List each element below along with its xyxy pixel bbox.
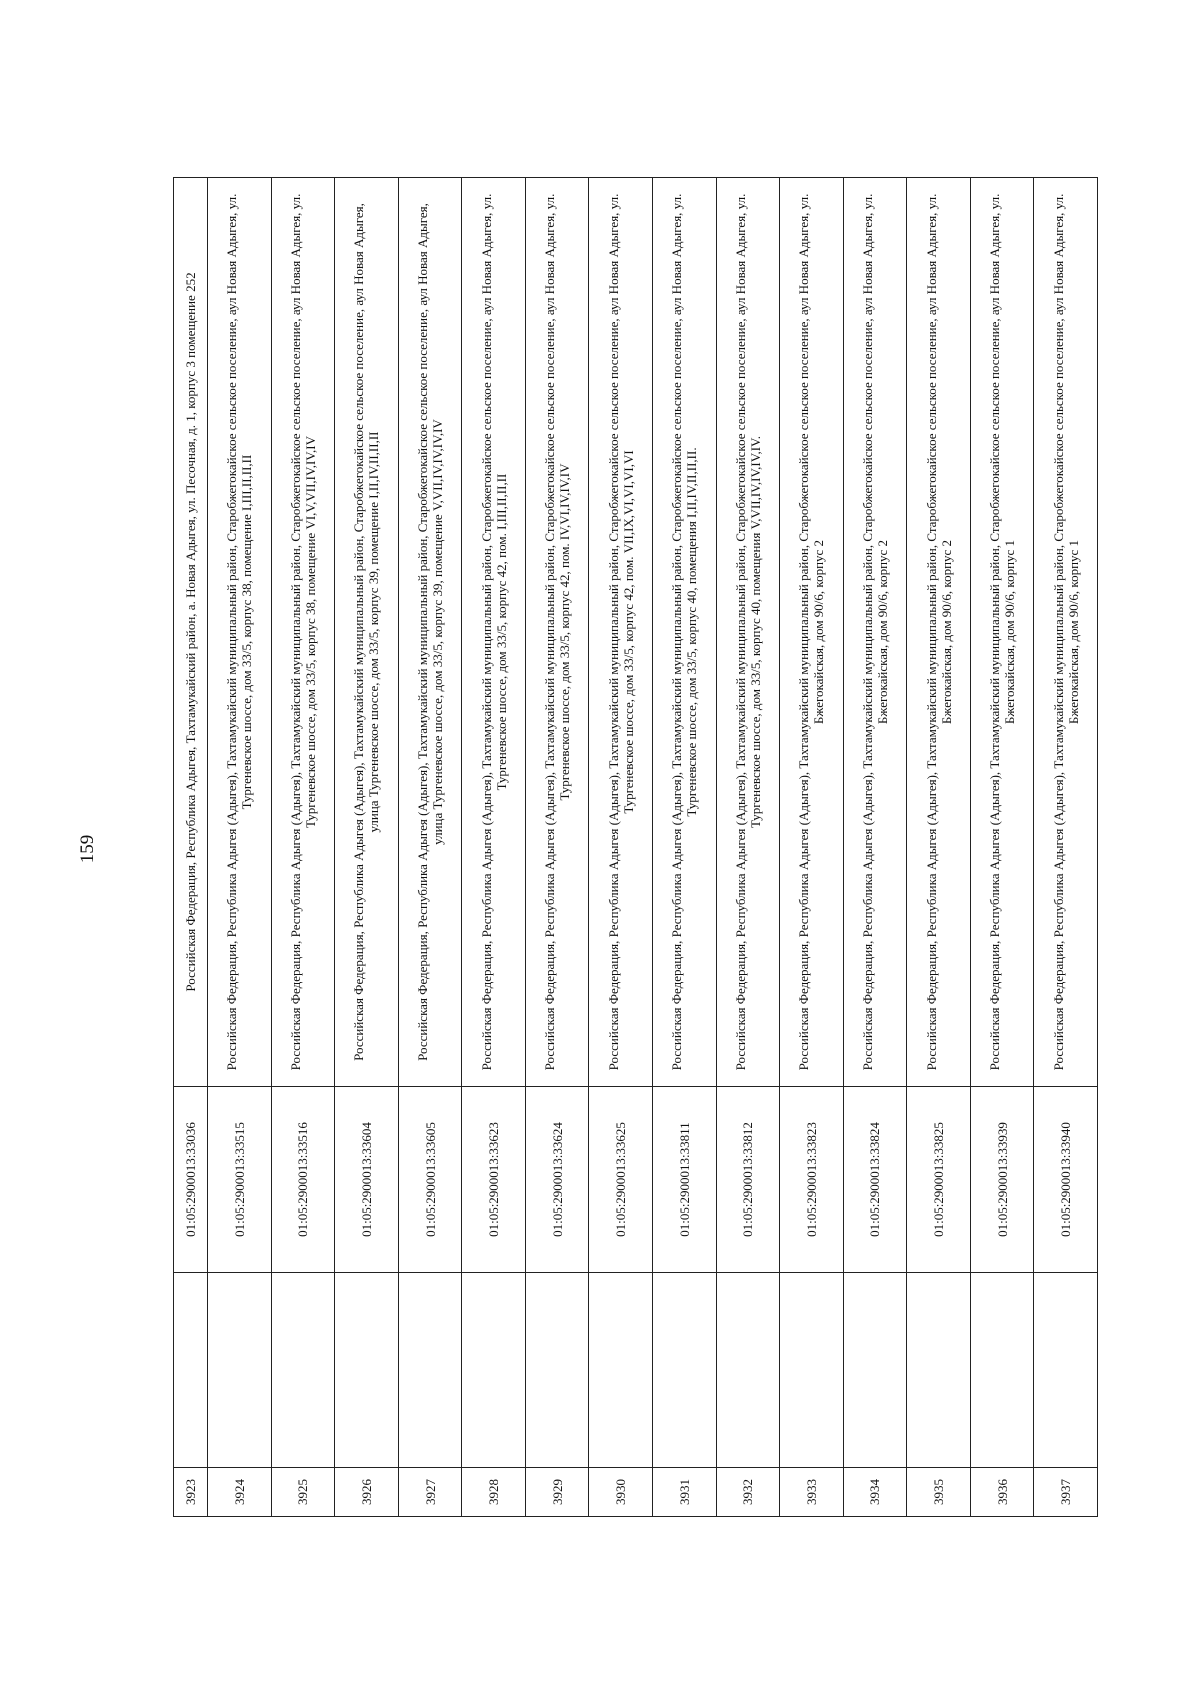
address-cell: Российская Федерация, Республика Адыгея, Тахтамукайский район, а. Новая Адыгея, ул. Песочная, д. 1, корпус 3 помещение 252 bbox=[174, 178, 208, 1087]
register-table-container bbox=[173, 178, 1098, 1517]
cadastral-number: 01:05:2900013:33605 bbox=[398, 1087, 462, 1273]
row-number: 3934 bbox=[843, 1468, 907, 1517]
table-row bbox=[174, 178, 208, 1517]
table-row bbox=[525, 178, 589, 1517]
address-cell: Российская Федерация, Республика Адыгея (Адыгея), Тахтамукайский муниципальный район, Старобжегокайское сельское поселение, аул Новая Адыгея, ул. Бжегокайская, дом 90/6, корпус 2 bbox=[907, 178, 971, 1087]
empty-cell bbox=[398, 1273, 462, 1468]
cadastral-number: 01:05:2900013:33623 bbox=[462, 1087, 526, 1273]
address-cell: Российская Федерация, Республика Адыгея (Адыгея), Тахтамукайский муниципальный район, Старобжегокайское сельское поселение, аул Новая Адыгея, ул. Тургеневское шоссе, дом 33/5, корпус 42, пом. IV,VI,IV,IV,IV bbox=[525, 178, 589, 1087]
empty-cell bbox=[208, 1273, 272, 1468]
row-number: 3928 bbox=[462, 1468, 526, 1517]
address-cell: Российская Федерация, Республика Адыгея (Адыгея), Тахтамукайский муниципальный район, Старобжегокайское сельское поселение, аул Новая Адыгея, ул. Тургеневское шоссе, дом 33/5, корпус 40, помещения I,II,IV,II,II,II. bbox=[652, 178, 716, 1087]
empty-cell bbox=[589, 1273, 653, 1468]
row-number: 3929 bbox=[525, 1468, 589, 1517]
cadastral-number: 01:05:2900013:33940 bbox=[1034, 1087, 1098, 1273]
cadastral-number: 01:05:2900013:33939 bbox=[970, 1087, 1034, 1273]
empty-cell bbox=[335, 1273, 399, 1468]
register-table bbox=[173, 177, 1098, 1517]
register-table-body bbox=[174, 178, 1098, 1517]
row-number: 3931 bbox=[652, 1468, 716, 1517]
address-cell: Российская Федерация, Республика Адыгея (Адыгея), Тахтамукайский муниципальный район, Старобжегокайское сельское поселение, аул Новая Адыгея, улица Тургеневское шоссе, дом 33/5, корпус 39, помещение I,II,IV,II,II,II bbox=[335, 178, 399, 1087]
empty-cell bbox=[843, 1273, 907, 1468]
cadastral-number: 01:05:2900013:33604 bbox=[335, 1087, 399, 1273]
address-cell: Российская Федерация, Республика Адыгея (Адыгея), Тахтамукайский муниципальный район, Старобжегокайское сельское поселение, аул Новая Адыгея, ул. Бжегокайская, дом 90/6, корпус 1 bbox=[1034, 178, 1098, 1087]
table-row bbox=[208, 178, 272, 1517]
empty-cell bbox=[174, 1273, 208, 1468]
empty-cell bbox=[652, 1273, 716, 1468]
cadastral-number: 01:05:2900013:33515 bbox=[208, 1087, 272, 1273]
cadastral-number: 01:05:2900013:33036 bbox=[174, 1087, 208, 1273]
table-row bbox=[1034, 178, 1098, 1517]
cadastral-number: 01:05:2900013:33823 bbox=[780, 1087, 844, 1273]
table-row bbox=[652, 178, 716, 1517]
row-number: 3930 bbox=[589, 1468, 653, 1517]
address-cell: Российская Федерация, Республика Адыгея (Адыгея), Тахтамукайский муниципальный район, Старобжегокайское сельское поселение, аул Новая Адыгея, ул. Бжегокайская, дом 90/6, корпус 1 bbox=[970, 178, 1034, 1087]
address-cell: Российская Федерация, Республика Адыгея (Адыгея), Тахтамукайский муниципальный район, Старобжегокайское сельское поселение, аул Новая Адыгея, ул. Тургеневское шоссе, дом 33/5, корпус 38, помещение VI,V,VII,IV,IV,IV bbox=[271, 178, 335, 1087]
row-number: 3933 bbox=[780, 1468, 844, 1517]
address-cell: Российская Федерация, Республика Адыгея (Адыгея), Тахтамукайский муниципальный район, Старобжегокайское сельское поселение, аул Новая Адыгея, ул. Тургеневское шоссе, дом 33/5, корпус 42, пом. VII,IX,VI,VI,VI,VI bbox=[589, 178, 653, 1087]
empty-cell bbox=[780, 1273, 844, 1468]
table-row bbox=[907, 178, 971, 1517]
address-cell: Российская Федерация, Республика Адыгея (Адыгея), Тахтамукайский муниципальный район, Старобжегокайское сельское поселение, аул Новая Адыгея, улица Тургеневское шоссе, дом 33/5, корпус 39, помещение V,VII,IV,IV,IV,IV bbox=[398, 178, 462, 1087]
cadastral-number: 01:05:2900013:33824 bbox=[843, 1087, 907, 1273]
address-cell: Российская Федерация, Республика Адыгея (Адыгея), Тахтамукайский муниципальный район, Старобжегокайское сельское поселение, аул Новая Адыгея, ул. Тургеневское шоссе, дом 33/5, корпус 42, пом. I,III,II,II,II bbox=[462, 178, 526, 1087]
row-number: 3926 bbox=[335, 1468, 399, 1517]
table-row bbox=[843, 178, 907, 1517]
empty-cell bbox=[271, 1273, 335, 1468]
row-number: 3935 bbox=[907, 1468, 971, 1517]
table-row bbox=[780, 178, 844, 1517]
page-number: 159 bbox=[77, 834, 98, 864]
empty-cell bbox=[716, 1273, 780, 1468]
row-number: 3936 bbox=[970, 1468, 1034, 1517]
cadastral-number: 01:05:2900013:33625 bbox=[589, 1087, 653, 1273]
empty-cell bbox=[907, 1273, 971, 1468]
cadastral-number: 01:05:2900013:33811 bbox=[652, 1087, 716, 1273]
row-number: 3937 bbox=[1034, 1468, 1098, 1517]
cadastral-number: 01:05:2900013:33624 bbox=[525, 1087, 589, 1273]
empty-cell bbox=[525, 1273, 589, 1468]
table-row bbox=[271, 178, 335, 1517]
table-row bbox=[970, 178, 1034, 1517]
table-row bbox=[589, 178, 653, 1517]
empty-cell bbox=[462, 1273, 526, 1468]
address-cell: Российская Федерация, Республика Адыгея (Адыгея), Тахтамукайский муниципальный район, Старобжегокайское сельское поселение, аул Новая Адыгея, ул. Тургеневское шоссе, дом 33/5, корпус 40, помещения V,VII,IV,IV,IV,IV. bbox=[716, 178, 780, 1087]
table-row bbox=[335, 178, 399, 1517]
row-number: 3927 bbox=[398, 1468, 462, 1517]
table-row bbox=[462, 178, 526, 1517]
address-cell: Российская Федерация, Республика Адыгея (Адыгея), Тахтамукайский муниципальный район, Старобжегокайское сельское поселение, аул Новая Адыгея, ул. Бжегокайская, дом 90/6, корпус 2 bbox=[843, 178, 907, 1087]
address-cell: Российская Федерация, Республика Адыгея (Адыгея), Тахтамукайский муниципальный район, Старобжегокайское сельское поселение, аул Новая Адыгея, ул. Бжегокайская, дом 90/6, корпус 2 bbox=[780, 178, 844, 1087]
address-cell: Российская Федерация, Республика Адыгея (Адыгея), Тахтамукайский муниципальный район, Старобжегокайское сельское поселение, аул Новая Адыгея, ул. Тургеневское шоссе, дом 33/5, корпус 38, помещение I,III,II,II,II bbox=[208, 178, 272, 1087]
table-row bbox=[398, 178, 462, 1517]
row-number: 3932 bbox=[716, 1468, 780, 1517]
table-row bbox=[716, 178, 780, 1517]
empty-cell bbox=[1034, 1273, 1098, 1468]
cadastral-number: 01:05:2900013:33812 bbox=[716, 1087, 780, 1273]
row-number: 3925 bbox=[271, 1468, 335, 1517]
empty-cell bbox=[970, 1273, 1034, 1468]
row-number: 3924 bbox=[208, 1468, 272, 1517]
cadastral-number: 01:05:2900013:33825 bbox=[907, 1087, 971, 1273]
cadastral-number: 01:05:2900013:33516 bbox=[271, 1087, 335, 1273]
row-number: 3923 bbox=[174, 1468, 208, 1517]
